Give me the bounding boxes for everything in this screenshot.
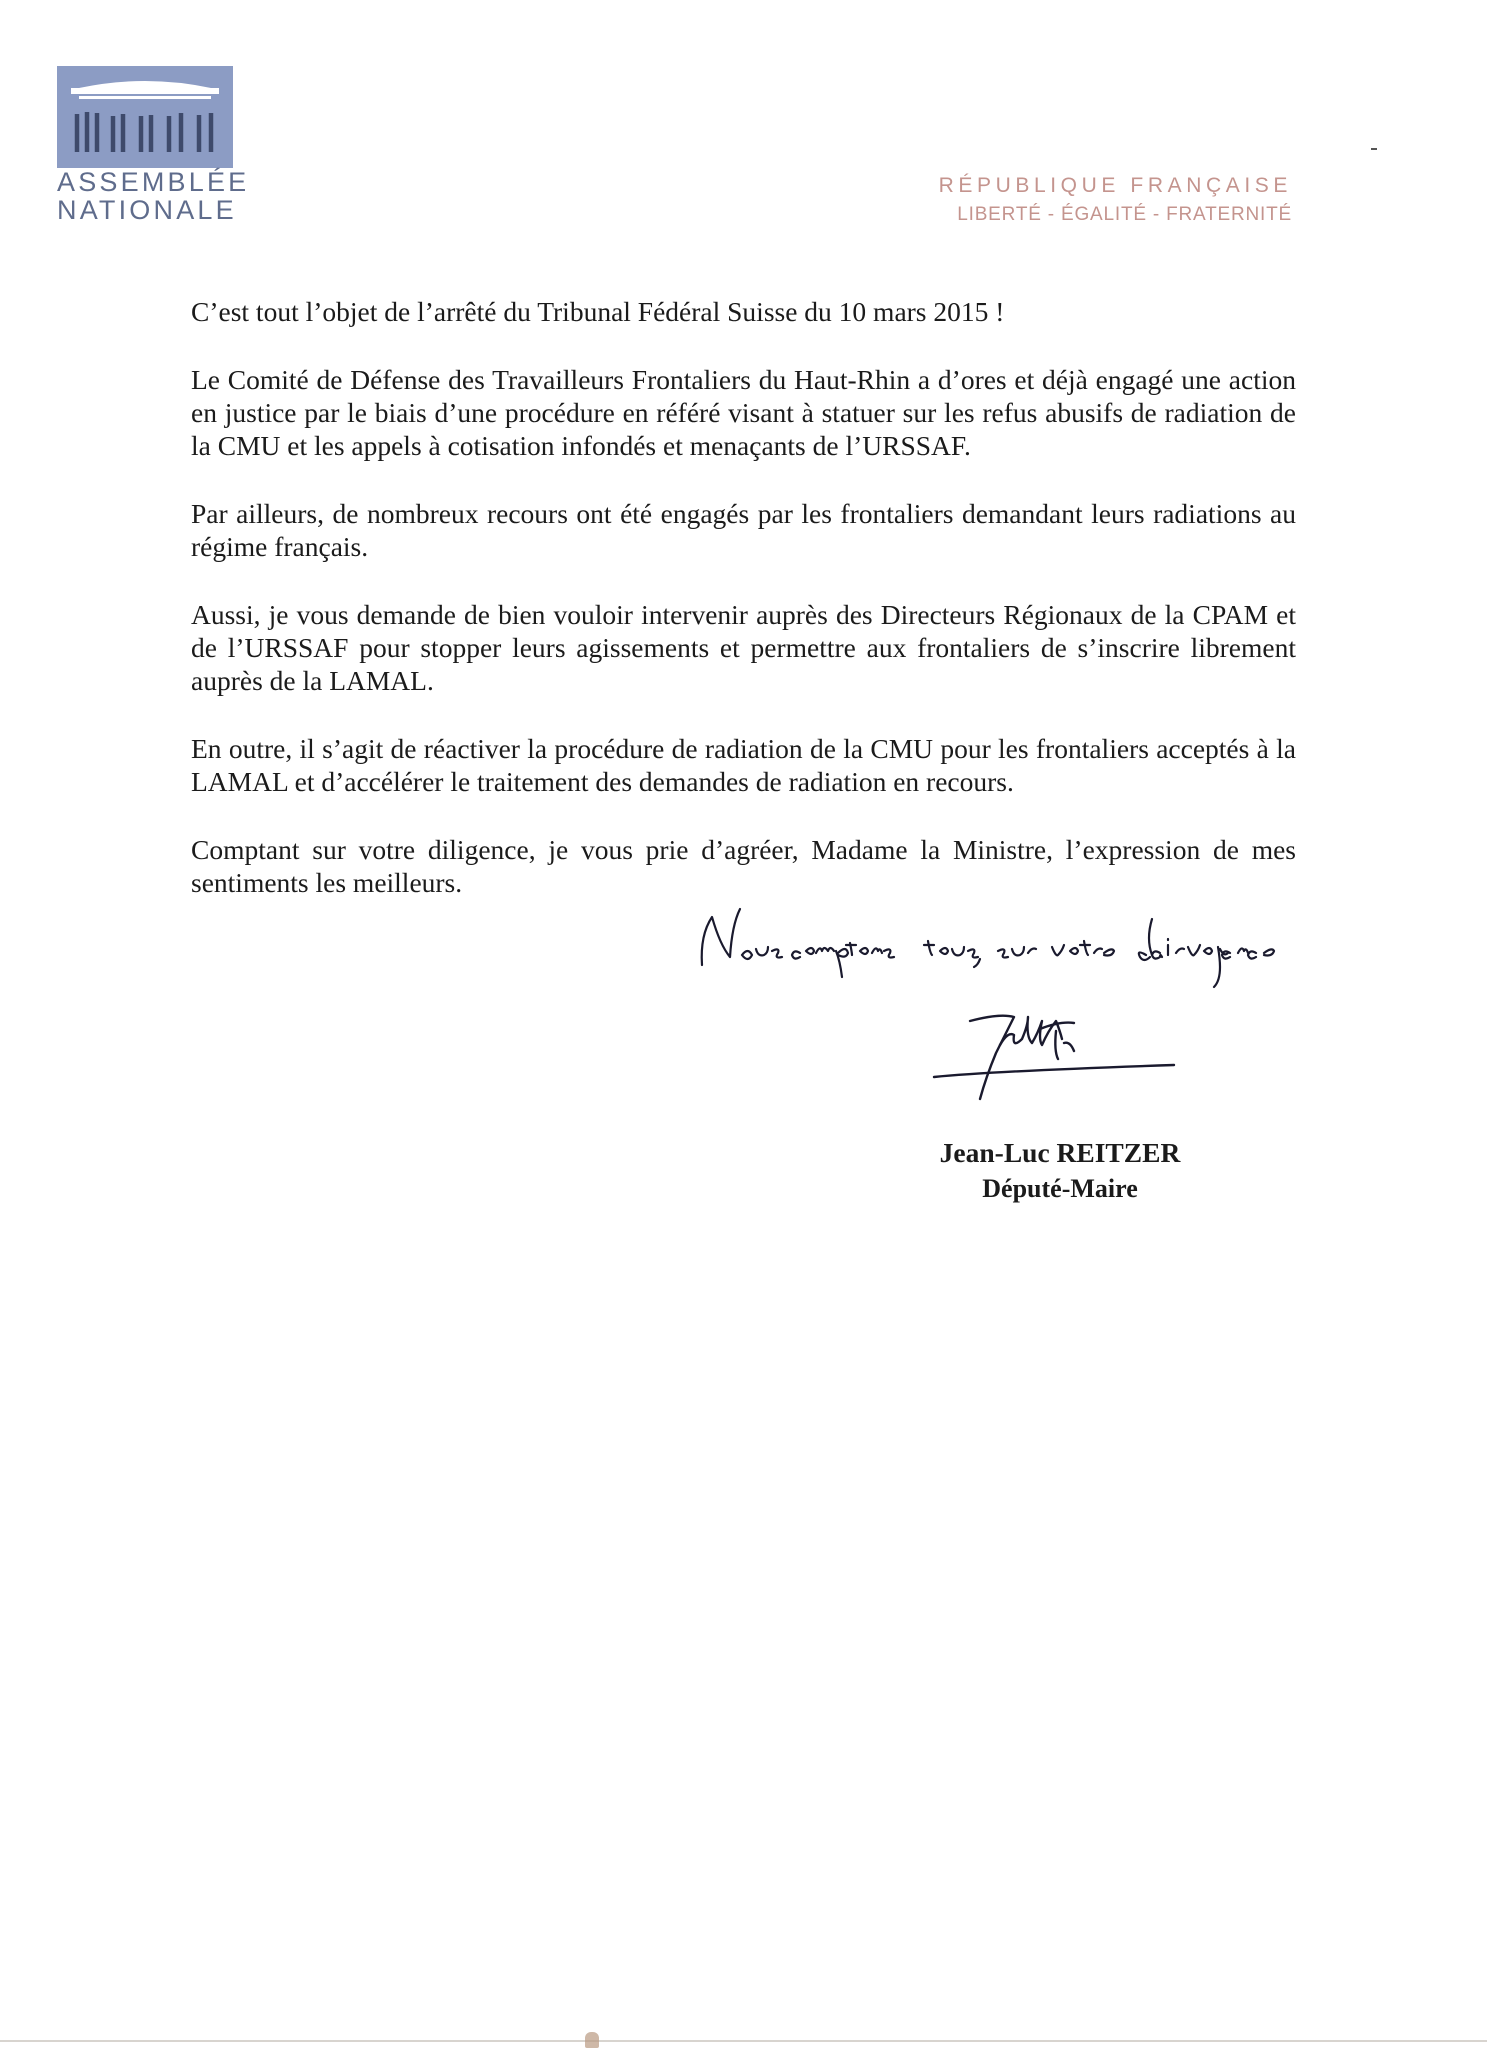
republic-title: RÉPUBLIQUE FRANÇAISE [938, 174, 1292, 197]
logo-text-line-2: NATIONALE [57, 195, 237, 225]
parliament-building-icon [57, 66, 233, 168]
logo-text-line-1: ASSEMBLÉE [57, 167, 250, 197]
scan-artifact [1371, 148, 1377, 150]
assemblee-nationale-logo [57, 66, 250, 225]
handwritten-signature [930, 995, 1180, 1105]
signer-block [880, 1135, 1240, 1207]
republic-header [939, 172, 1292, 230]
paragraph-2: Le Comité de Défense des Travailleurs Frontaliers du Haut-Rhin a d’ores et déjà engagé une action en justice par le biais d’une procédure en référé visant à statuer sur les refus abusifs de radiation de la CMU et les appels à cotisation infondés et menaçants de l’URSSAF. [191, 364, 1296, 461]
paragraph-3: Par ailleurs, de nombreux recours ont été engagés par les frontaliers demandant leurs radiations au régime français. [191, 498, 1296, 562]
paragraph-6: Comptant sur votre diligence, je vous prie d’agréer, Madame la Ministre, l’expression de mes sentiments les meilleurs. [191, 834, 1296, 898]
handwritten-note [690, 895, 1350, 1005]
signer-name: Jean-Luc REITZER [939, 1137, 1181, 1168]
scan-smudge [585, 2032, 599, 2048]
signer-title: Député-Maire [982, 1174, 1138, 1203]
paragraph-1: C’est tout l’objet de l’arrêté du Tribunal Fédéral Suisse du 10 mars 2015 ! [191, 296, 1005, 327]
letter-body [191, 295, 1296, 934]
paragraph-4: Aussi, je vous demande de bien vouloir intervenir auprès des Directeurs Régionaux de la CPAM et de l’URSSAF pour stopper leurs agissements et permettre aux frontaliers de s’inscrire librement auprès de la LAMAL. [191, 599, 1296, 696]
paragraph-5: En outre, il s’agit de réactiver la procédure de radiation de la CMU pour les frontaliers acceptés à la LAMAL et d’accélérer le traitement des demandes de radiation en recours. [191, 733, 1296, 797]
scan-edge-line [0, 2040, 1487, 2042]
republic-motto: LIBERTÉ - ÉGALITÉ - FRATERNITÉ [957, 204, 1292, 225]
